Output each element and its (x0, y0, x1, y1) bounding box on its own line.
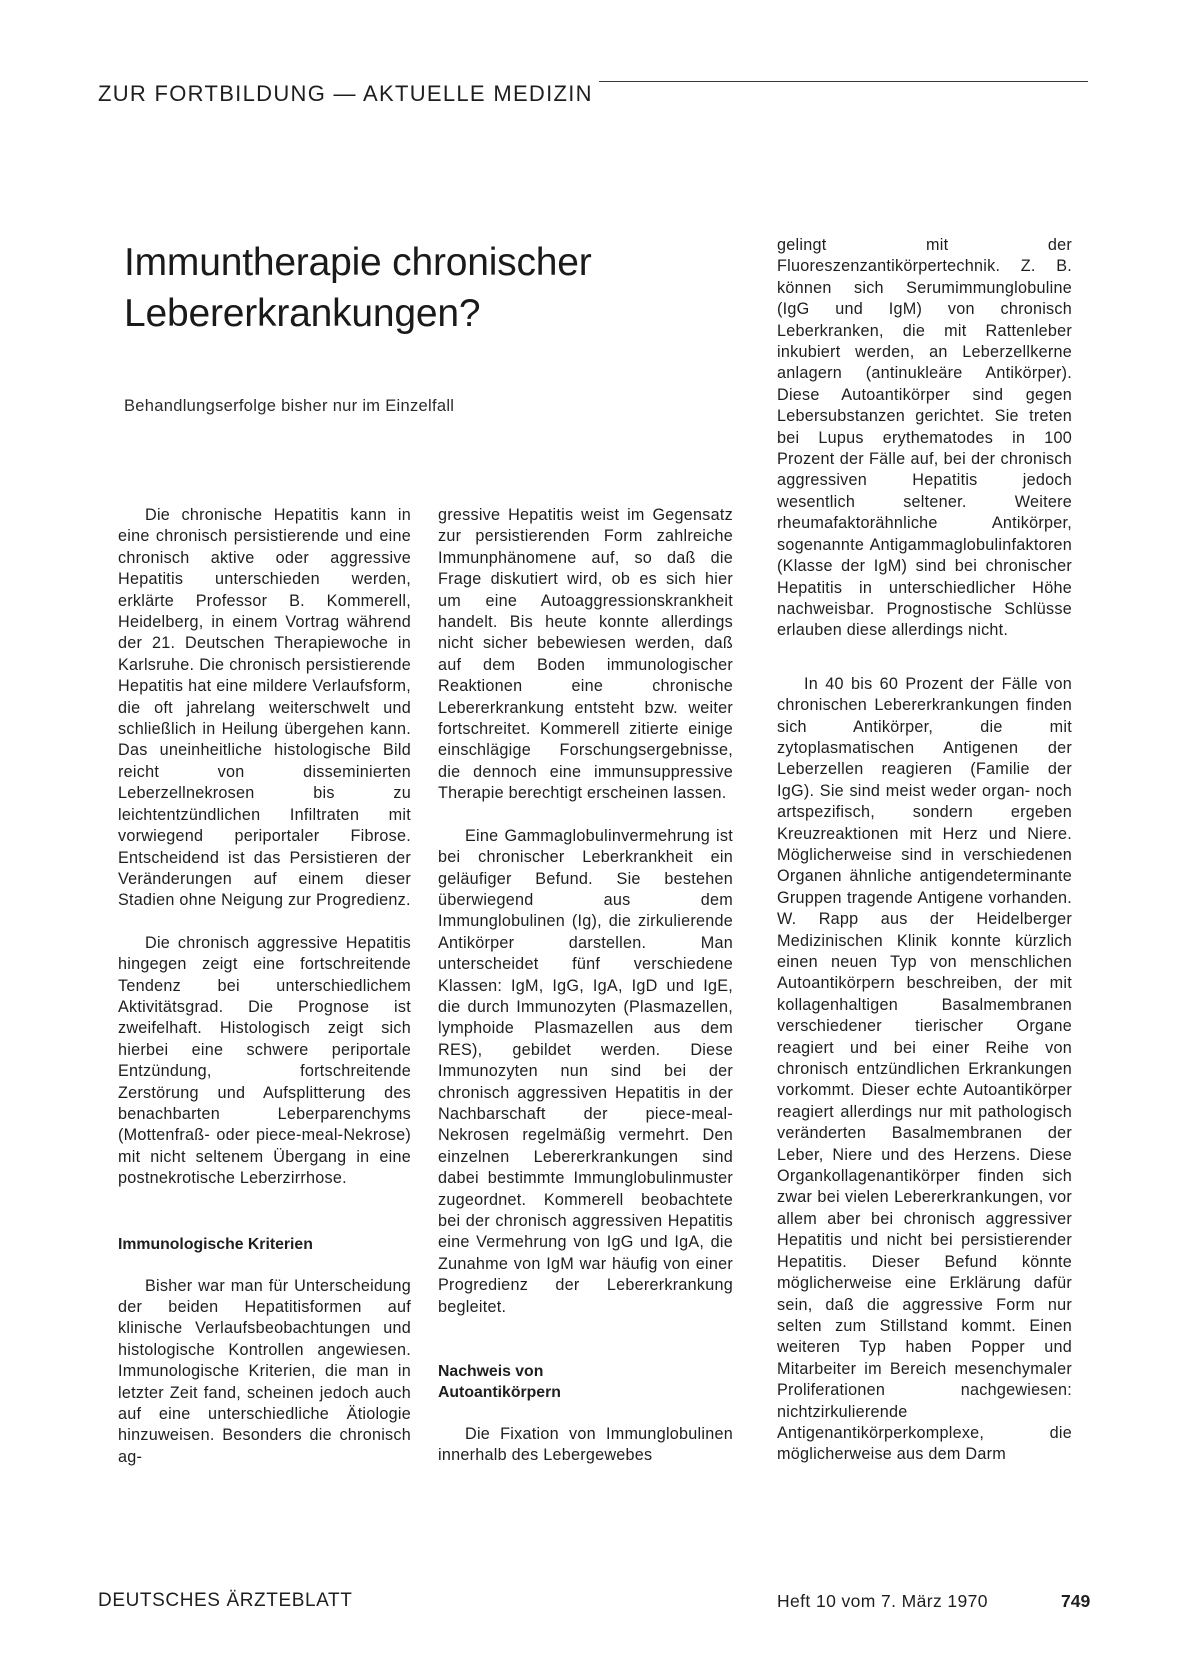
paragraph: Die chronisch aggressive Hepatitis hingegen zeigt eine fortschreitende Tendenz bei unterschiedlichem Aktivitätsgrad. Die Prognose ist zweifelhaft. Histologisch zeigt sich hierbei eine schwere periportale Entzündung, fortschreitende Zerstörung und Aufsplitterung des benachbarten Leberparenchyms (Mottenfraß- oder piece-meal-Nekrose) mit nicht seltenem Übergang in eine postnekrotische Leberzirrhose. (118, 933, 411, 1188)
heading-line-2: Autoantikörpern (438, 1384, 561, 1402)
paragraph: In 40 bis 60 Prozent der Fälle von chronischen Lebererkrankungen finden sich Antikörper, die mit zytoplasmatischen Antigenen der Leberzellen reagieren (Familie der IgG). Sie sind meist weder organ- noch artspezifisch, sondern ergeben Kreuzreaktionen mit Herz und Niere. Möglicherweise sind in verschiedenen Organen ähnliche antigendeterminante Gruppen tragende Antigene vorhanden. W. Rapp aus der Heidelberger Medizinischen Klinik konnte kürzlich einen neuen Typ von menschlichen Autoantikörpern beschreiben, der mit kollagenhaltigen Basalmembranen verschiedener tierischer Organe reagiert und bei einer Reihe von chronisch entzündlichen Erkrankungen vorkommt. Dieser echte Autoantikörper reagiert allerdings nur mit pathologisch veränderten Basalmembranen der Leber, Niere und des Herzens. Diese Organkollagenantikörper finden sich zwar bei vielen Lebererkrankungen, vor allem aber bei chronisch aggressiver Hepatitis und nicht bei persistierender Hepatitis. Dieser Befund könnte möglicherweise eine Erklärung dafür sein, daß die aggressive Form nur selten zum Stillstand kommt. Einen weiteren Typ haben Popper und Mitarbeiter im Bereich mesenchymaler Proliferationen nachgewiesen: nichtzirkulierende Antigenantikörperkomplexe, die möglicherweise aus dem Darm (777, 674, 1072, 1464)
text-column-2 (438, 505, 733, 1467)
journal-name: DEUTSCHES ÄRZTEBLATT (98, 1590, 353, 1611)
text-column-3 (777, 235, 1072, 1466)
section-label: ZUR FORTBILDUNG — AKTUELLE MEDIZIN (98, 81, 599, 107)
article-subtitle: Behandlungserfolge bisher nur im Einzelfall (124, 397, 455, 415)
title-line-2: Lebererkrankungen? (124, 292, 481, 335)
paragraph: Eine Gammaglobulinvermehrung ist bei chronischer Leberkrankheit ein geläufiger Befund. Sie bestehen überwiegend aus dem Immunglobulinen (Ig), die zirkulierende Antikörper darstellen. Man unterscheidet fünf verschiedene Klassen: IgM, IgG, IgA, IgD und IgE, die durch Immunozyten (Plasmazellen, lymphoide Plasmazellen aus dem RES), gebildet werden. Diese Immunozyten nun sind bei der chronisch aggressiven Hepatitis in der Nachbarschaft der piece-meal-Nekrosen regelmäßig vermehrt. Den einzelnen Lebererkrankungen sind dabei bestimmte Immunglobulinmuster zugeordnet. Kommerell beobachtete bei der chronisch aggressiven Hepatitis eine Vermehrung von IgG und IgA, die Zunahme von IgM war häufig von einer Progredienz der Lebererkrankung begleitet. (438, 826, 733, 1316)
paragraph: gressive Hepatitis weist im Gegensatz zur persistierenden Form zahlreiche Immunphänomene auf, so daß die Frage diskutiert wird, ob es sich hier um eine Autoaggressionskrankheit handelt. Bis heute konnte allerdings nicht sicher bebewiesen werden, daß auf dem Boden immunologischer Reaktionen eine chronische Lebererkrankung entsteht bzw. weiter fortschreitet. Kommerell zitierte einige einschlägige Forschungsergebnisse, die dennoch eine immunsuppressive Therapie berechtigt erscheinen lassen. (438, 506, 733, 803)
paragraph: Die chronische Hepatitis kann in eine chronisch persistierende und eine chronisch aktive oder aggressive Hepatitis unterschieden werden, erklärte Professor B. Kommerell, Heidelberg, in einem Vortrag während der 21. Deutschen Therapiewoche in Karlsruhe. Die chronisch persistierende Hepatitis hat eine mildere Verlaufsform, die oft jahrelang weiterschwelt und schließlich in Heilung übergehen kann. Das uneinheitliche histologische Bild reicht von disseminierten Leberzellnekrosen bis zu leichtentzündlichen Infiltraten mit vorwiegend periportaler Fibrose. Entscheidend ist das Persistieren der Veränderungen auf einem dieser Stadien ohne Neigung zur Progredienz. (118, 506, 411, 910)
section-header (98, 78, 1088, 112)
title-line-1: Immuntherapie chronischer (124, 241, 592, 284)
heading-line-1: Nachweis von (438, 1363, 544, 1381)
paragraph: gelingt mit der Fluoreszenzantikörpertechnik. Z. B. können sich Serumimmunglobuline (IgG und IgM) von chronisch Leberkranken, die mit Rattenleber inkubiert werden, an Leberzellkerne anlagern (antinukleäre Antikörper). Diese Autoantikörper sind gegen Lebersubstanzen gerichtet. Sie treten bei Lupus erythematodes in 100 Prozent der Fälle auf, bei der chronisch aggressiven Hepatitis jedoch wesentlich seltener. Weitere rheumafaktorähnliche Antikörper, sogenannte Antigammaglobulinfaktoren (Klasse der IgM) sind bei chronischer Hepatitis in unterschiedlicher Höhe nachweisbar. Prognostische Schlüsse erlauben diese allerdings nicht. (777, 236, 1072, 640)
section-heading (438, 1361, 733, 1403)
section-heading: Immunologische Kriterien (118, 1235, 313, 1253)
article-title (124, 237, 744, 339)
paragraph: Bisher war man für Unterscheidung der beiden Hepatitisformen auf klinische Verlaufsbeobachtungen und histologische Kontrollen angewiesen. Immunologische Kriterien, die man in letzter Zeit fand, scheinen jedoch auch auf eine unterschiedliche Ätiologie hinzuweisen. Besonders die chronisch ag- (118, 1276, 411, 1466)
paragraph: Die Fixation von Immunglobulinen innerhalb des Lebergewebes (438, 1425, 733, 1465)
issue-info: Heft 10 vom 7. März 1970 (777, 1591, 988, 1611)
text-column-1 (118, 505, 411, 1468)
page-number: 749 (1061, 1591, 1091, 1611)
